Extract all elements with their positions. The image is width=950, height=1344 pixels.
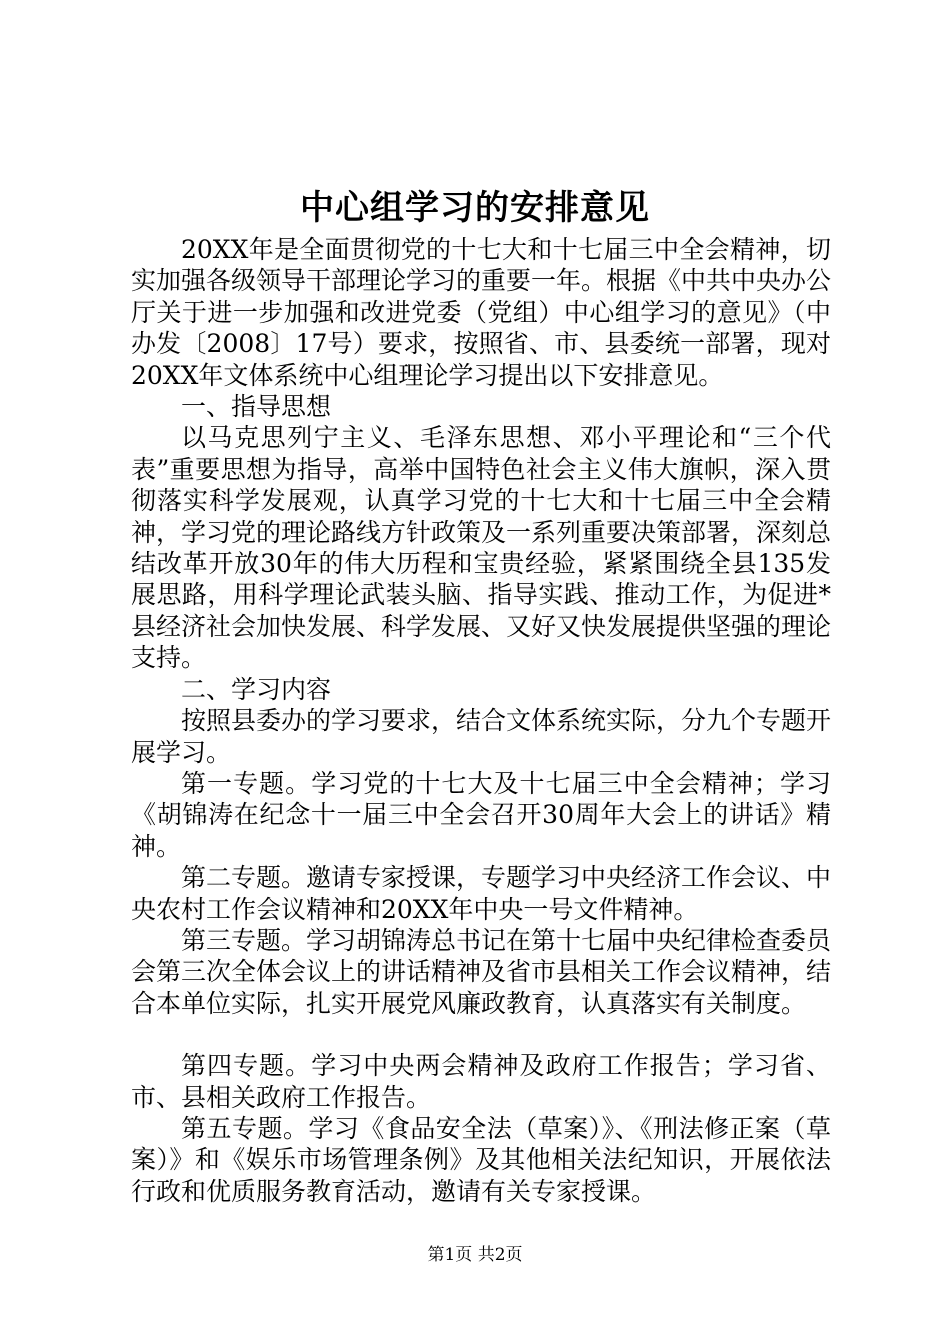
topic-4-paragraph: 第四专题。学习中央两会精神及政府工作报告；学习省、市、县相关政府工作报告。 [131,1051,831,1112]
topic-1-paragraph: 第一专题。学习党的十七大及十七届三中全会精神；学习《胡锦涛在纪念十一届三中全会召开30周年大会上的讲话》精神。 [131,768,831,861]
document-body [131,234,831,1207]
section-heading-guiding-thought: 一、指导思想 [181,392,332,422]
intro-paragraph: 20XX年是全面贯彻党的十七大和十七届三中全会精神，切实加强各级领导干部理论学习的重要一年。根据《中共中央办公厅关于进一步加强和改进党委（党组）中心组学习的意见》（中办发〔2008〕17号）要求，按照省、市、县委统一部署，现对20XX年文体系统中心组理论学习提出以下安排意见。 [131,235,832,390]
topic-2-paragraph: 第二专题。邀请专家授课，专题学习中央经济工作会议、中央农村工作会议精神和20XX年中央一号文件精神。 [131,863,832,924]
guiding-thought-paragraph: 以马克思列宁主义、毛泽东思想、邓小平理论和“三个代表”重要思想为指导，高举中国特色社会主义伟大旗帜，深入贯彻落实科学发展观，认真学习党的十七大和十七届三中全会精神，学习党的理论路线方针政策及一系列重要决策部署，深刻总结改革开放30年的伟大历程和宝贵经验，紧紧围绕全县135发展思路，用科学理论武装头脑、指导实践、推动工作，为促进*县经济社会加快发展、科学发展、又好又快发展提供坚强的理论支持。 [131,423,832,673]
study-content-paragraph: 按照县委办的学习要求，结合文体系统实际，分九个专题开展学习。 [131,706,832,767]
topic-3-paragraph: 第三专题。学习胡锦涛总书记在第十七届中央纪律检查委员会第三次全体会议上的讲话精神及省市县相关工作会议精神，结合本单位实际，扎实开展党风廉政教育，认真落实有关制度。 [131,925,832,1018]
section-heading-study-content: 二、学习内容 [181,674,332,704]
topic-5-paragraph: 第五专题。学习《食品安全法（草案）》、《刑法修正案（草案）》和《娱乐市场管理条例》及其他相关法纪知识，开展依法行政和优质服务教育活动，邀请有关专家授课。 [131,1113,831,1206]
document-title: 中心组学习的安排意见 [300,188,650,228]
page-number-footer: 第1页 共2页 [427,1245,523,1265]
